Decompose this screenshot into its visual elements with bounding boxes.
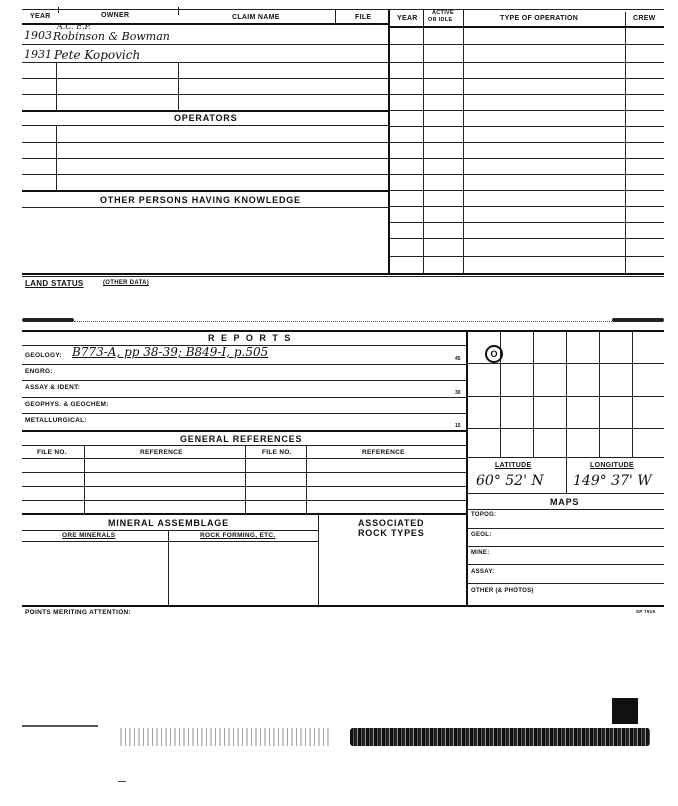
scan-noise-right: [350, 728, 650, 746]
geophys-label: GEOPHYS. & GEOCHEM:: [25, 401, 109, 408]
owner-row-2-year: 1931: [24, 48, 52, 61]
reports-title: R E P O R T S: [208, 333, 293, 343]
rock-forming-label: ROCK FORMING, ETC.: [200, 532, 276, 539]
longitude-label: LONGITUDE: [590, 462, 634, 469]
maps-title: MAPS: [550, 497, 580, 507]
latitude-value: 60° 52' N: [476, 473, 544, 489]
general-references-title: GENERAL REFERENCES: [180, 434, 303, 444]
land-status-subtitle: (OTHER DATA): [103, 280, 150, 286]
scan-artifact-line: [22, 725, 98, 727]
operators-title: OPERATORS: [174, 113, 238, 123]
maps-mine: MINE:: [471, 550, 490, 556]
margin-number-30: 30: [455, 390, 461, 396]
header-year-2: YEAR: [397, 15, 418, 22]
maps-other: OTHER (& PHOTOS): [471, 588, 534, 594]
scan-artifact-square: [612, 698, 638, 724]
ref-file-no-1: FILE NO.: [37, 449, 67, 456]
land-status-title: LAND STATUS: [25, 279, 84, 288]
scan-smudge-left: [22, 318, 74, 322]
header-file: FILE: [355, 14, 372, 21]
header-claim-name: CLAIM NAME: [232, 14, 280, 21]
geology-label: GEOLOGY:: [25, 352, 62, 359]
maps-topog: TOPOG:: [471, 512, 497, 518]
assay-ident-label: ASSAY & IDENT:: [25, 384, 81, 391]
owner-row-2-name: Pete Kopovich: [54, 48, 141, 62]
header-active: ACTIVE: [432, 10, 454, 16]
header-type-of-operation: TYPE OF OPERATION: [500, 15, 579, 22]
header-year: YEAR: [30, 13, 51, 20]
associated-rock-types-1: ASSOCIATED: [358, 518, 425, 528]
scan-speck: [118, 781, 126, 782]
form-number: SP 7919: [636, 609, 656, 614]
geology-value: B773-A, pp 38-39; B849-I, p.505: [72, 345, 269, 359]
owner-row-1-year: 1903: [24, 29, 52, 42]
maps-geol: GEOL:: [471, 532, 492, 538]
longitude-value: 149° 37' W: [573, 473, 652, 489]
header-or-idle: OR IDLE: [428, 17, 453, 23]
metallurgical-label: METALLURGICAL:: [25, 417, 87, 424]
maps-assay: ASSAY:: [471, 569, 495, 575]
ref-file-no-2: FILE NO.: [262, 449, 292, 456]
margin-number-15: 15: [455, 423, 461, 429]
header-crew: CREW: [633, 15, 656, 22]
points-meriting-attention: POINTS MERITING ATTENTION:: [25, 609, 132, 616]
header-owner: OWNER: [101, 12, 130, 19]
ref-reference-1: REFERENCE: [140, 449, 183, 456]
owner-row-1-name: Robinson & Bowman: [53, 30, 170, 43]
ref-reference-2: REFERENCE: [362, 449, 405, 456]
scan-smudge-right: [612, 318, 664, 322]
margin-number-45: 45: [455, 356, 461, 362]
ore-minerals-label: ORE MINERALS: [62, 532, 116, 539]
scan-noise-left: [120, 728, 330, 746]
latitude-label: LATITUDE: [495, 462, 532, 469]
owner-initials: A.C. E.P.: [57, 22, 91, 31]
other-persons-title: OTHER PERSONS HAVING KNOWLEDGE: [100, 195, 301, 205]
grid-circle-mark: O: [485, 345, 503, 363]
engrg-label: ENGRG:: [25, 368, 53, 375]
mineral-assemblage-title: MINERAL ASSEMBLAGE: [108, 518, 229, 528]
associated-rock-types-2: ROCK TYPES: [358, 528, 425, 538]
